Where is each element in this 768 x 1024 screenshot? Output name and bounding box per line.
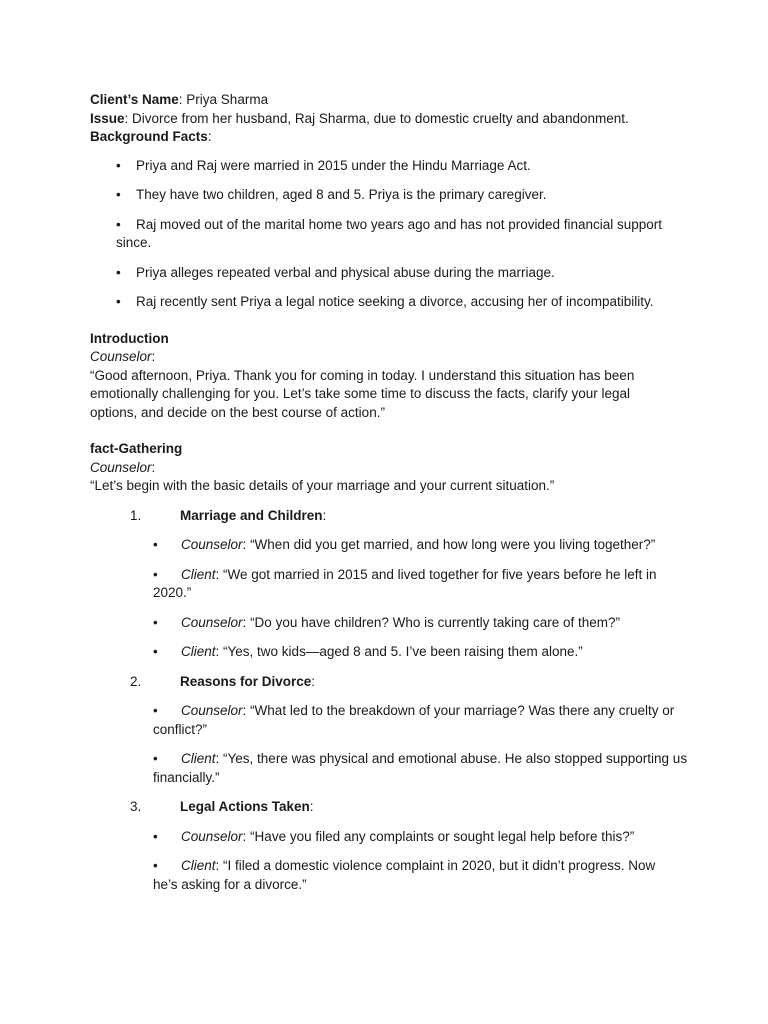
issue-label: Issue — [90, 110, 125, 126]
bullet-icon: • — [116, 294, 121, 309]
bullet-icon: • — [153, 751, 158, 766]
exchange-text: “What led to the breakdown of your marriage? Was there any cruelty or conflict?” — [153, 703, 675, 737]
exchange-item: • Client: “I filed a domestic violence complaint in 2020, but it didn’t progress. Now he’s asking for a divorce.” — [153, 858, 656, 892]
exchange-item: • Client: “Yes, two kids—aged 8 and 5. I’ve been raising them alone.” — [90, 643, 690, 662]
exchange-speaker: Counselor — [181, 614, 243, 630]
background-item — [90, 157, 690, 176]
topic-number: 3. — [130, 799, 142, 814]
exchange-list — [90, 536, 690, 662]
bullet-icon: • — [153, 614, 158, 630]
fact-gathering-quote: “Let’s begin with the basic details of your marriage and your current situation.” — [90, 478, 555, 493]
bullet-icon: • — [116, 187, 121, 202]
exchange-speaker: Counselor — [181, 537, 243, 552]
background-item — [90, 216, 676, 253]
bullet-icon: • — [153, 828, 158, 844]
topics-list — [90, 507, 690, 895]
introduction-speaker-line: Counselor: — [90, 349, 156, 364]
exchange-speaker: Client — [181, 566, 216, 582]
exchange-text: “Do you have children? Who is currently taking care of them?” — [250, 614, 620, 630]
bullet-icon: • — [153, 644, 158, 659]
topic-number: 2. — [130, 673, 142, 689]
bullet-icon: • — [153, 858, 158, 873]
background-list — [90, 157, 690, 312]
background-item-text: Raj recently sent Priya a legal notice seeking a divorce, accusing her of incompatibility. — [136, 294, 654, 309]
topic-title: Marriage and Children — [180, 507, 323, 523]
topic-heading: 1. Marriage and Children: — [90, 507, 690, 526]
bullet-icon: • — [153, 537, 158, 552]
client-name-line: Client’s Name: Priya Sharma — [90, 92, 269, 107]
bullet-icon: • — [116, 157, 121, 173]
exchange-speaker: Counselor — [181, 828, 243, 844]
exchange-speaker: Client — [181, 751, 216, 766]
client-name-value: Priya Sharma — [186, 92, 269, 107]
exchange-speaker: Counselor — [181, 703, 243, 718]
background-facts-label: Background Facts — [90, 129, 208, 144]
bullet-icon: • — [116, 216, 121, 232]
bullet-icon: • — [153, 703, 158, 718]
bullet-icon: • — [116, 264, 121, 280]
introduction-speaker: Counselor — [90, 349, 152, 364]
fact-gathering-speaker: Counselor — [90, 459, 152, 475]
exchange-item: • Counselor: “What led to the breakdown of your marriage? Was there any cruelty or conflict?” — [153, 703, 675, 737]
exchange-item: • Counselor: “When did you get married, and how long were you living together?” — [90, 536, 690, 555]
background-item — [90, 264, 690, 283]
fact-gathering-speaker-line: Counselor: — [90, 459, 156, 475]
exchange-item: • Client: “Yes, there was physical and emotional abuse. He also stopped supporting us financially.” — [153, 751, 688, 785]
background-item-text: Priya and Raj were married in 2015 under the Hindu Marriage Act. — [136, 157, 531, 173]
introduction-title: Introduction — [90, 330, 169, 346]
exchange-text: “Have you filed any complaints or sought legal help before this?” — [250, 828, 635, 844]
topic-number: 1. — [130, 507, 142, 523]
fact-gathering-section — [90, 440, 690, 496]
topic-item — [90, 798, 690, 894]
exchange-text: “We got married in 2015 and lived together for five years before he left in 2020.” — [153, 566, 657, 600]
topic-item — [90, 507, 690, 662]
exchange-list — [90, 702, 690, 787]
exchange-item: • Counselor: “Do you have children? Who is currently taking care of them?” — [90, 614, 690, 633]
issue-line: Issue: Divorce from her husband, Raj Sharma, due to domestic cruelty and abandonment. — [90, 110, 629, 126]
background-facts-line: Background Facts: — [90, 129, 212, 144]
client-name-label: Client’s Name — [90, 92, 179, 107]
fact-gathering-title: fact-Gathering — [90, 441, 183, 456]
topic-heading: 3. Legal Actions Taken: — [90, 798, 690, 817]
background-item-text: They have two children, aged 8 and 5. Priya is the primary caregiver. — [136, 187, 547, 202]
exchange-text: “When did you get married, and how long were you living together?” — [250, 537, 656, 552]
exchange-speaker: Client — [181, 644, 216, 659]
exchange-text: “Yes, there was physical and emotional abuse. He also stopped supporting us financially.” — [153, 751, 688, 785]
background-item-text: Priya alleges repeated verbal and physical abuse during the marriage. — [136, 264, 555, 280]
exchange-text: “I filed a domestic violence complaint in 2020, but it didn’t progress. Now he’s asking for a divorce.” — [153, 858, 656, 892]
introduction-section — [90, 330, 690, 423]
exchange-speaker: Client — [181, 858, 216, 873]
topic-title: Legal Actions Taken — [180, 799, 310, 814]
document-page — [90, 91, 690, 905]
issue-value: Divorce from her husband, Raj Sharma, due to domestic cruelty and abandonment. — [132, 110, 629, 126]
exchange-text: “Yes, two kids—aged 8 and 5. I’ve been raising them alone.” — [223, 644, 583, 659]
background-item — [90, 293, 690, 312]
background-item-text: Raj moved out of the marital home two years ago and has not provided financial support since. — [116, 216, 663, 250]
topic-title: Reasons for Divorce — [180, 673, 312, 689]
topic-heading: 2. Reasons for Divorce: — [90, 673, 690, 692]
topic-item — [90, 673, 690, 788]
exchange-item: • Counselor: “Have you filed any complaints or sought legal help before this?” — [90, 828, 690, 847]
exchange-item: • Client: “We got married in 2015 and lived together for five years before he left in 2020.” — [153, 566, 657, 600]
bullet-icon: • — [153, 566, 158, 582]
exchange-list — [90, 828, 690, 895]
background-item — [90, 186, 690, 205]
introduction-quote: “Good afternoon, Priya. Thank you for coming in today. I understand this situation has been emotionally challenging for you. Let’s take some time to discuss the facts, clarify your legal options, and decide on the best course of action.” — [90, 367, 635, 420]
